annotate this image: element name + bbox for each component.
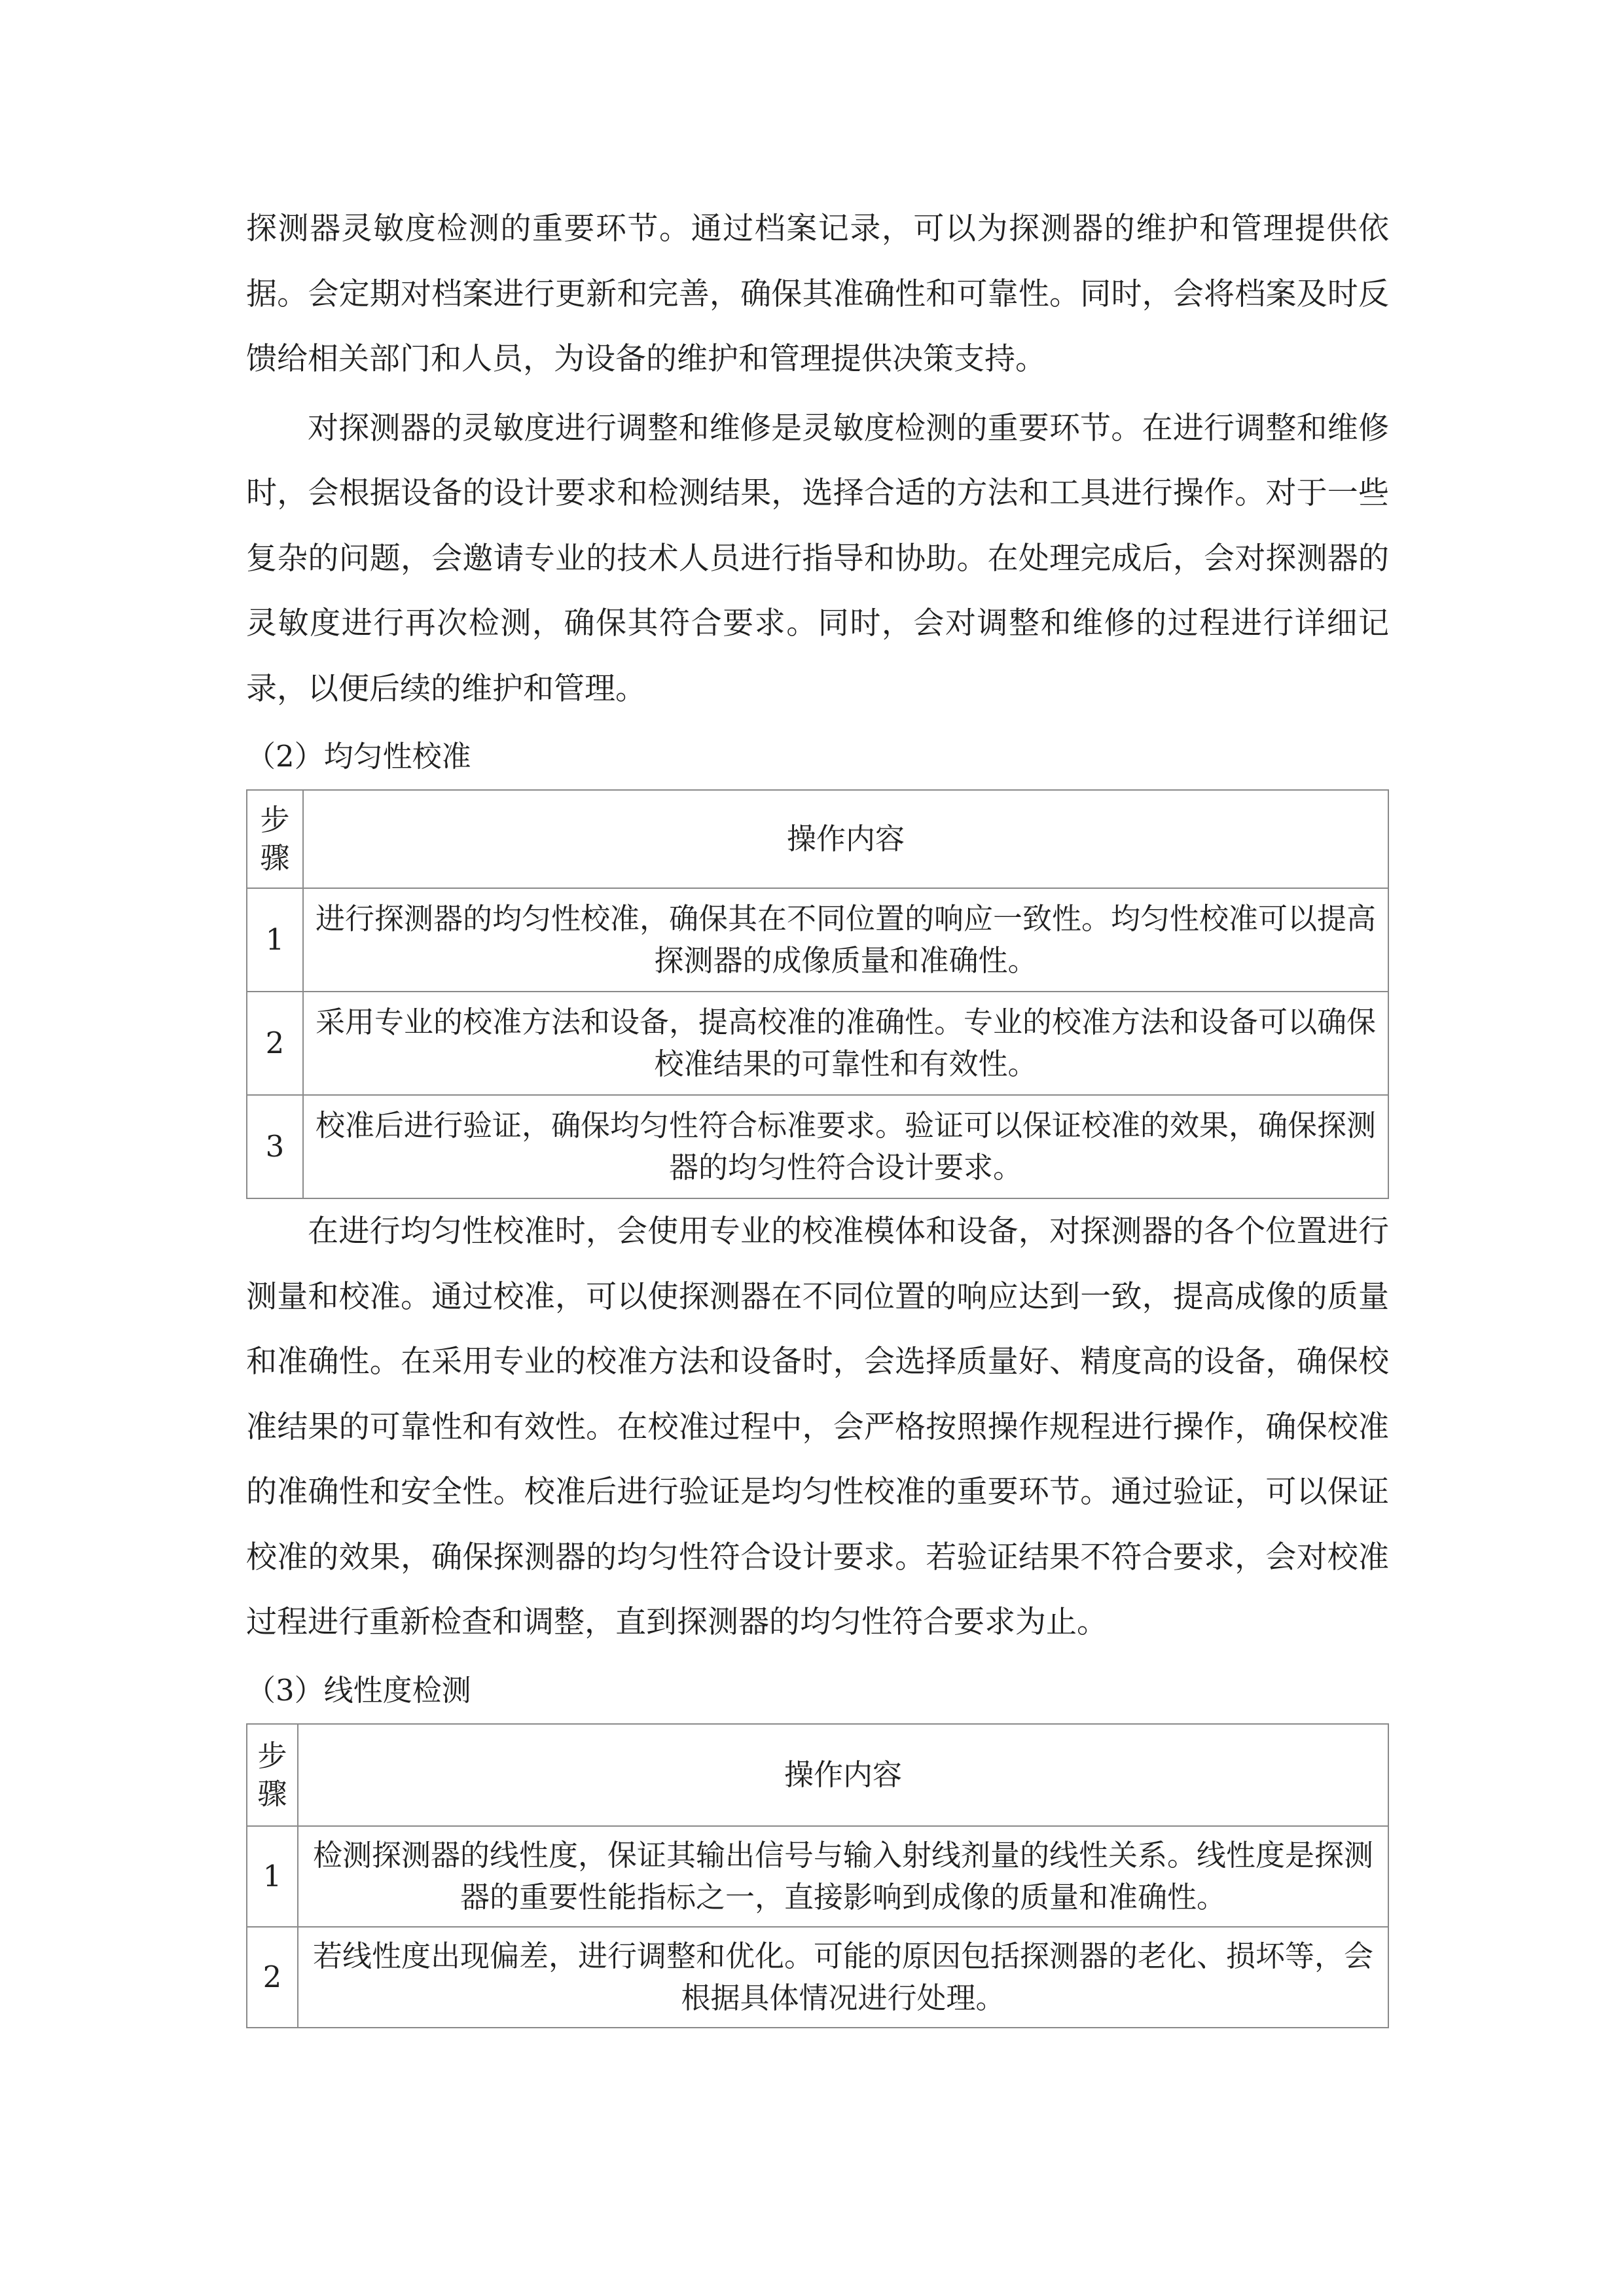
- step-content: 进行探测器的均匀性校准，确保其在不同位置的响应一致性。均匀性校准可以提高探测器的成像质量和准确性。: [303, 888, 1388, 992]
- header-content: 操作内容: [303, 790, 1388, 888]
- table-row: [247, 992, 1388, 1095]
- step-number: 1: [247, 1826, 298, 1927]
- section-heading-linearity: （3）线性度检测: [246, 1672, 471, 1708]
- paragraph-uniformity: 在进行均匀性校准时，会使用专业的校准模体和设备，对探测器的各个位置进行测量和校准。通过校准，可以使探测器在不同位置的响应达到一致，提高成像的质量和准确性。在采用专业的校准方法和设备时，会选择质量好、精度高的设备，确保校准结果的可靠性和有效性。在校准过程中，会严格按照操作规程进行操作，确保校准的准确性和安全性。校准后进行验证是均匀性校准的重要环节。通过验证，可以保证校准的效果，确保探测器的均匀性符合设计要求。若验证结果不符合要求，会对校准过程进行重新检查和调整，直到探测器的均匀性符合要求为止。: [246, 1213, 1389, 1640]
- step-content: 检测探测器的线性度，保证其输出信号与输入射线剂量的线性关系。线性度是探测器的重要性能指标之一，直接影响到成像的质量和准确性。: [298, 1826, 1388, 1927]
- table-row: [247, 1826, 1388, 1927]
- header-content: 操作内容: [298, 1724, 1388, 1826]
- step-number: 3: [247, 1095, 303, 1198]
- linearity-table: [246, 1723, 1389, 2028]
- step-number: 1: [247, 888, 303, 992]
- table-row: [247, 888, 1388, 992]
- paragraph-adjustment: 对探测器的灵敏度进行调整和维修是灵敏度检测的重要环节。在进行调整和维修时，会根据设备的设计要求和检测结果，选择合适的方法和工具进行操作。对于一些复杂的问题，会邀请专业的技术人员进行指导和协助。在处理完成后，会对探测器的灵敏度进行再次检测，确保其符合要求。同时，会对调整和维修的过程进行详细记录，以便后续的维护和管理。: [246, 410, 1389, 707]
- section-heading-uniformity: （2）均匀性校准: [246, 739, 471, 774]
- table-row: [247, 1927, 1388, 2028]
- header-step: 步骤: [247, 790, 303, 888]
- header-step: 步骤: [247, 1724, 298, 1826]
- step-number: 2: [247, 992, 303, 1095]
- uniformity-table: [246, 789, 1389, 1199]
- step-number: 2: [247, 1927, 298, 2028]
- step-content: 采用专业的校准方法和设备，提高校准的准确性。专业的校准方法和设备可以确保校准结果的可靠性和有效性。: [303, 992, 1388, 1095]
- table-header-row: [247, 1724, 1388, 1826]
- table-header-row: [247, 790, 1388, 888]
- step-content: 若线性度出现偏差，进行调整和优化。可能的原因包括探测器的老化、损坏等，会根据具体情况进行处理。: [298, 1927, 1388, 2028]
- step-content: 校准后进行验证，确保均匀性符合标准要求。验证可以保证校准的效果，确保探测器的均匀性符合设计要求。: [303, 1095, 1388, 1198]
- table-row: [247, 1095, 1388, 1198]
- document-page: [246, 196, 1389, 2028]
- paragraph-archive: 探测器灵敏度检测的重要环节。通过档案记录，可以为探测器的维护和管理提供依据。会定期对档案进行更新和完善，确保其准确性和可靠性。同时，会将档案及时反馈给相关部门和人员，为设备的维护和管理提供决策支持。: [246, 211, 1389, 377]
